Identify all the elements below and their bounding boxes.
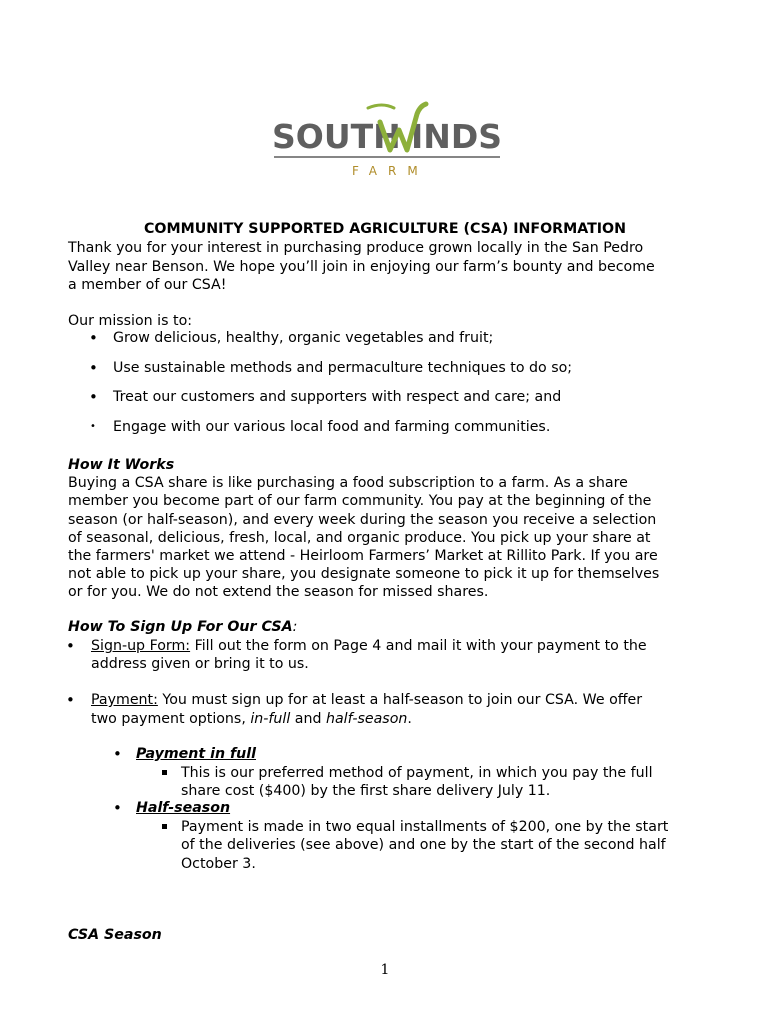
how-it-works-line: season (or half-season), and every week during the season you receive a selection: [68, 512, 657, 528]
bullet-icon: •: [90, 421, 96, 432]
mission-lead: Our mission is to:: [68, 313, 193, 329]
payment-in-full-line: share cost ($400) by the first share delivery July 11.: [181, 783, 551, 799]
how-it-works-line: Buying a CSA share is like purchasing a food subscription to a farm. As a share: [68, 475, 628, 491]
sign-up-form-text: Fill out the form on Page 4 and mail it with your payment to the: [190, 638, 647, 654]
payment-label: Payment:: [91, 692, 158, 708]
payment-in-full-title: Payment in full: [136, 746, 257, 762]
payment-text-c: and: [290, 711, 326, 727]
payment-in-full-line: This is our preferred method of payment, in which you pay the full: [181, 765, 653, 781]
page-title: COMMUNITY SUPPORTED AGRICULTURE (CSA) INFORMATION: [144, 221, 626, 237]
how-it-works-line: the farmers' market we attend - Heirloom Farmers’ Market at Rillito Park. If you are: [68, 548, 658, 564]
bullet-icon: •: [113, 799, 122, 817]
mission-item: Engage with our various local food and farming communities.: [113, 419, 551, 435]
southwinds-logo-graphic: [270, 100, 502, 180]
half-season-line: of the deliveries (see above) and one by the start of the second half: [181, 837, 666, 853]
page-number: 1: [380, 962, 390, 978]
farm-logo: [270, 100, 502, 180]
square-bullet-icon: [162, 824, 167, 829]
bullet-icon: •: [66, 691, 75, 709]
section-title-csa-season: CSA Season: [68, 927, 162, 943]
bullet-icon: •: [113, 745, 122, 763]
bullet-icon: •: [89, 359, 98, 377]
how-it-works-line: not able to pick up your share, you designate someone to pick it up for themselves: [68, 566, 660, 582]
bullet-icon: •: [89, 388, 98, 406]
half-season-line: October 3.: [181, 856, 256, 872]
half-season-line: Payment is made in two equal installments of $200, one by the start: [181, 819, 669, 835]
intro-line: a member of our CSA!: [68, 277, 227, 293]
mission-item: Grow delicious, healthy, organic vegetables and fruit;: [113, 330, 494, 346]
intro-line: Thank you for your interest in purchasing produce grown locally in the San Pedro: [68, 240, 644, 256]
sign-up-form-label: Sign-up Form:: [91, 638, 191, 654]
intro-line: Valley near Benson. We hope you’ll join in enjoying our farm’s bounty and become: [68, 259, 655, 275]
svg-text:INDS: INDS: [411, 117, 502, 156]
sign-up-form-line: [91, 637, 647, 655]
square-bullet-icon: [162, 770, 167, 775]
payment-text-a: two payment options,: [91, 711, 251, 727]
payment-half-season-em: half-season: [326, 711, 408, 727]
half-season-title: Half-season: [136, 800, 231, 816]
section-title-how-it-works: How It Works: [68, 457, 175, 473]
mission-item: Use sustainable methods and permaculture techniques to do so;: [113, 360, 573, 376]
how-it-works-line: or for you. We do not extend the season for missed shares.: [68, 584, 489, 600]
payment-line: [91, 691, 642, 709]
sign-up-form-line-2: address given or bring it to us.: [91, 656, 309, 672]
sign-up-title: How To Sign Up For Our CSA: [68, 619, 293, 635]
how-it-works-line: member you become part of our farm community. You pay at the beginning of the: [68, 493, 652, 509]
svg-text:FARM: FARM: [352, 164, 429, 178]
payment-line-2: [91, 710, 412, 728]
svg-text:SOUTH: SOUTH: [272, 117, 401, 156]
bullet-icon: •: [89, 329, 98, 347]
how-it-works-line: of seasonal, delicious, fresh, local, and organic produce. You pick up your share at: [68, 530, 651, 546]
bullet-icon: •: [66, 637, 75, 655]
payment-in-full-em: in-full: [250, 711, 291, 727]
payment-text: You must sign up for at least a half-season to join our CSA. We offer: [157, 692, 643, 708]
mission-item: Treat our customers and supporters with respect and care; and: [113, 389, 562, 405]
sign-up-title-suffix: :: [292, 619, 298, 635]
section-title-sign-up: [68, 618, 297, 636]
payment-text-e: .: [407, 711, 412, 727]
